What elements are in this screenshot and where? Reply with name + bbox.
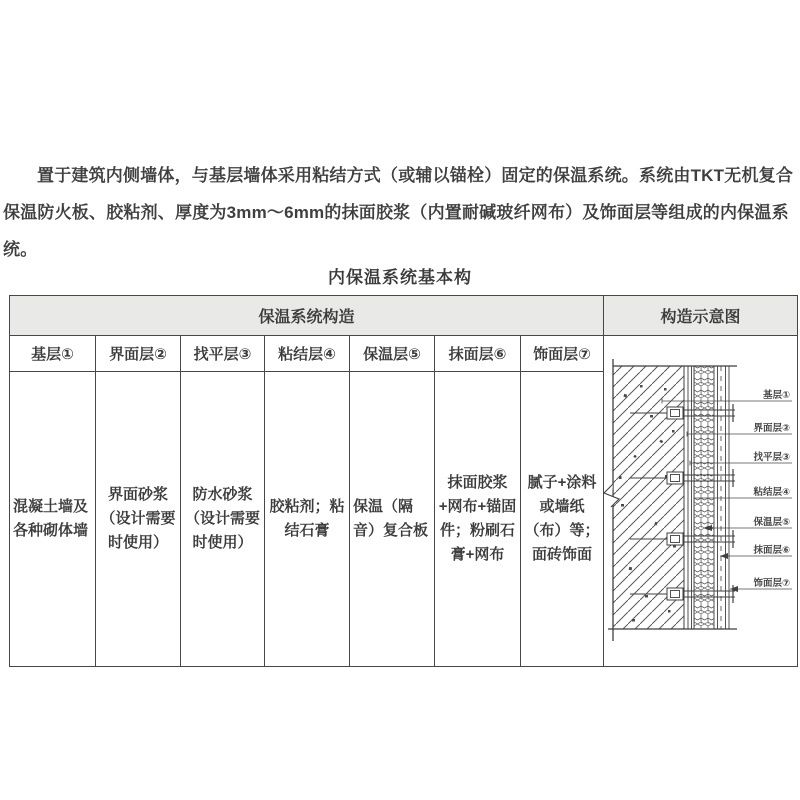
diagram-label-plaster: 抹面层⑥ — [753, 545, 790, 556]
construction-diagram — [604, 336, 796, 666]
diagram-label-base: 基层① — [762, 390, 790, 401]
table-group-header-row — [10, 296, 798, 336]
cell-finish-layer: 腻子+涂料或墙纸（布）等；面砖饰面 — [521, 372, 604, 667]
col-header-insulation-layer: 保温层⑤ — [350, 336, 435, 372]
insulation-honeycomb — [694, 366, 714, 629]
cell-bonding-layer: 胶粘剂；粘结石膏 — [265, 372, 350, 667]
group-header-system: 保温系统构造 — [10, 296, 604, 336]
cell-interface-layer: 界面砂浆（设计需要时使用） — [96, 372, 181, 667]
insulation-spec-table — [9, 295, 798, 667]
col-header-interface-layer: 界面层② — [96, 336, 181, 372]
col-header-leveling-layer: 找平层③ — [181, 336, 265, 372]
table-column-header-row — [10, 336, 798, 372]
cell-base-layer: 混凝土墙及各种砌体墙 — [10, 372, 96, 667]
col-header-base-layer: 基层① — [10, 336, 96, 372]
cell-insulation-layer: 保温（隔音）复合板 — [350, 372, 435, 667]
diagram-cell — [604, 336, 798, 667]
diagram-label-interface: 界面层② — [753, 423, 790, 434]
col-header-bonding-layer: 粘结层④ — [265, 336, 350, 372]
diagram-label-finish: 饰面层⑦ — [753, 578, 790, 589]
diagram-labels — [752, 389, 790, 589]
col-header-plaster-layer: 抹面层⑥ — [435, 336, 521, 372]
cell-leveling-layer: 防水砂浆（设计需要时使用） — [181, 372, 265, 667]
diagram-label-leveling: 找平层③ — [753, 452, 790, 463]
cell-plaster-layer: 抹面胶浆+网布+锚固件；粉刷石膏+网布 — [435, 372, 521, 667]
col-header-finish-layer: 饰面层⑦ — [521, 336, 604, 372]
table-title: 内保温系统基本构 — [328, 268, 472, 287]
diagram-label-bonding: 粘结层④ — [753, 487, 790, 498]
intro-paragraph: 置于建筑内侧墙体，与基层墙体采用粘结方式（或辅以锚栓）固定的保温系统。系统由TKT无机复合保温防火板、胶粘剂、厚度为3mm～6mm的抹面胶浆（内置耐碱玻纤网布）及饰面层等组成的内保温系统。 — [3, 166, 794, 259]
group-header-diagram: 构造示意图 — [604, 296, 798, 336]
diagram-label-insulation: 保温层⑤ — [753, 517, 790, 528]
